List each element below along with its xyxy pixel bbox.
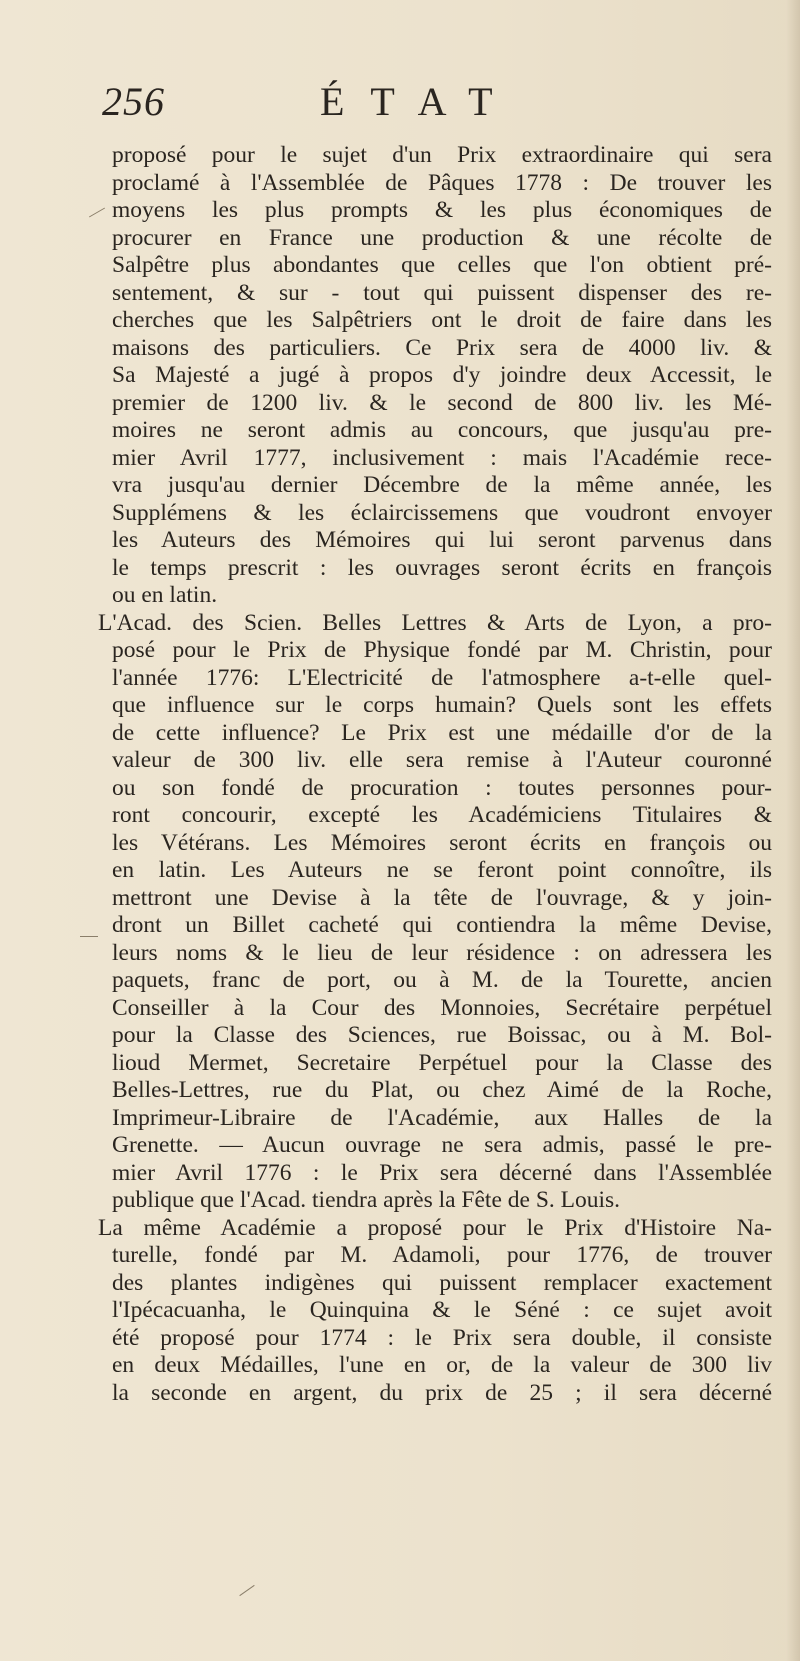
text-line: proposé pour le sujet d'un Prix extraordinaire qui sera [112,142,772,168]
text-line: La même Académie a proposé pour le Prix d'Histoire Na- [98,1214,772,1241]
text-line: Belles-Lettres, rue du Plat, ou chez Aimé de la Roche, [112,1077,772,1103]
margin-mark [239,1585,254,1596]
page-header [102,78,762,138]
text-line: publique que l'Acad. tiendra après la Fête de S. Louis. [112,1187,621,1213]
text-line: mettront une Devise à la tête de l'ouvrage, & y join- [112,884,772,911]
page-number: 256 [102,79,165,124]
text-line: l'année 1776: L'Electricité de l'atmosphere a-t-elle quel- [112,664,772,691]
text-line: les Auteurs des Mémoires qui lui seront parvenus dans [112,527,772,553]
text-line: mier Avril 1777, inclusivement : mais l'Académie rece- [112,444,772,471]
text-line: sentement, & sur - tout qui puissent dispenser des re- [112,279,772,306]
margin-mark [89,208,105,218]
text-line: Supplémens & les éclaircissemens que voudront envoyer [112,499,772,526]
text-line: en latin. Les Auteurs ne se feront point connoître, ils [112,857,772,883]
text-line: ou en latin. [112,582,218,608]
text-line: pour la Classe des Sciences, rue Boissac, ou à M. Bol- [112,1022,772,1048]
text-line: lioud Mermet, Secretaire Perpétuel pour la Classe des [112,1049,772,1076]
text-line: dront un Billet cacheté qui contiendra la même Devise, [112,912,772,938]
text-line: Sa Majesté a jugé à propos d'y joindre deux Accessit, le [112,362,772,388]
running-head: ÉTAT [320,79,519,124]
text-line: turelle, fondé par M. Adamoli, pour 1776, de trouver [112,1242,772,1268]
text-line: posé pour le Prix de Physique fondé par M. Christin, pour [112,637,772,663]
body-text [98,142,772,1407]
text-line: des plantes indigènes qui puissent remplacer exactement [112,1269,772,1296]
text-line: le temps prescrit : les ouvrages seront écrits en françois [112,554,772,581]
text-line: paquets, franc de port, ou à M. de la Tourette, ancien [112,967,772,993]
text-line: que influence sur le corps humain? Quels sont les effets [112,692,772,718]
text-line: maisons des particuliers. Ce Prix sera de 4000 liv. & [112,334,772,361]
text-line: les Vétérans. Les Mémoires seront écrits en françois ou [112,829,772,856]
text-line: Conseiller à la Cour des Monnoies, Secrétaire perpétuel [112,994,772,1021]
text-line: Imprimeur-Libraire de l'Académie, aux Halles de la [112,1104,772,1131]
text-line: vra jusqu'au dernier Décembre de la même année, les [112,472,772,498]
text-line: valeur de 300 liv. elle sera remise à l'Auteur couronné [112,747,772,773]
text-line: de cette influence? Le Prix est une médaille d'or de la [112,719,772,746]
paragraph-3 [98,1214,772,1408]
paragraph-1 [112,142,772,610]
paragraph-2 [98,609,772,1215]
text-line: Salpêtre plus abondantes que celles que l'on obtient pré- [112,252,772,278]
text-line: moyens les plus prompts & les plus économiques de [112,197,772,223]
text-line: proclamé à l'Assemblée de Pâques 1778 : De trouver les [112,169,772,196]
text-line: leurs noms & le lieu de leur résidence : on adressera les [112,939,772,966]
text-line: la seconde en argent, du prix de 25 ; il sera décerné [112,1379,772,1406]
text-line: premier de 1200 liv. & le second de 800 liv. les Mé- [112,389,772,416]
text-line: ront concourir, excepté les Académiciens Titulaires & [112,802,772,828]
text-line: l'Ipécacuanha, le Quinquina & le Séné : ce sujet avoit [112,1297,772,1323]
text-line: en deux Médailles, l'une en or, de la valeur de 300 liv [112,1352,772,1378]
text-line: L'Acad. des Scien. Belles Lettres & Arts de Lyon, a pro- [98,609,772,636]
page-edge-shadow [786,0,800,1661]
text-line: moires ne seront admis au concours, que jusqu'au pre- [112,417,772,443]
text-line: Grenette. — Aucun ouvrage ne sera admis, passé le pre- [112,1132,772,1158]
text-line: procurer en France une production & une récolte de [112,224,772,251]
text-line: mier Avril 1776 : le Prix sera décerné dans l'Assemblée [112,1159,772,1186]
text-line: cherches que les Salpêtriers ont le droit de faire dans les [112,307,772,333]
text-line: été proposé pour 1774 : le Prix sera double, il consiste [112,1324,772,1351]
text-line: ou son fondé de procuration : toutes personnes pour- [112,774,772,801]
margin-mark [80,936,98,937]
